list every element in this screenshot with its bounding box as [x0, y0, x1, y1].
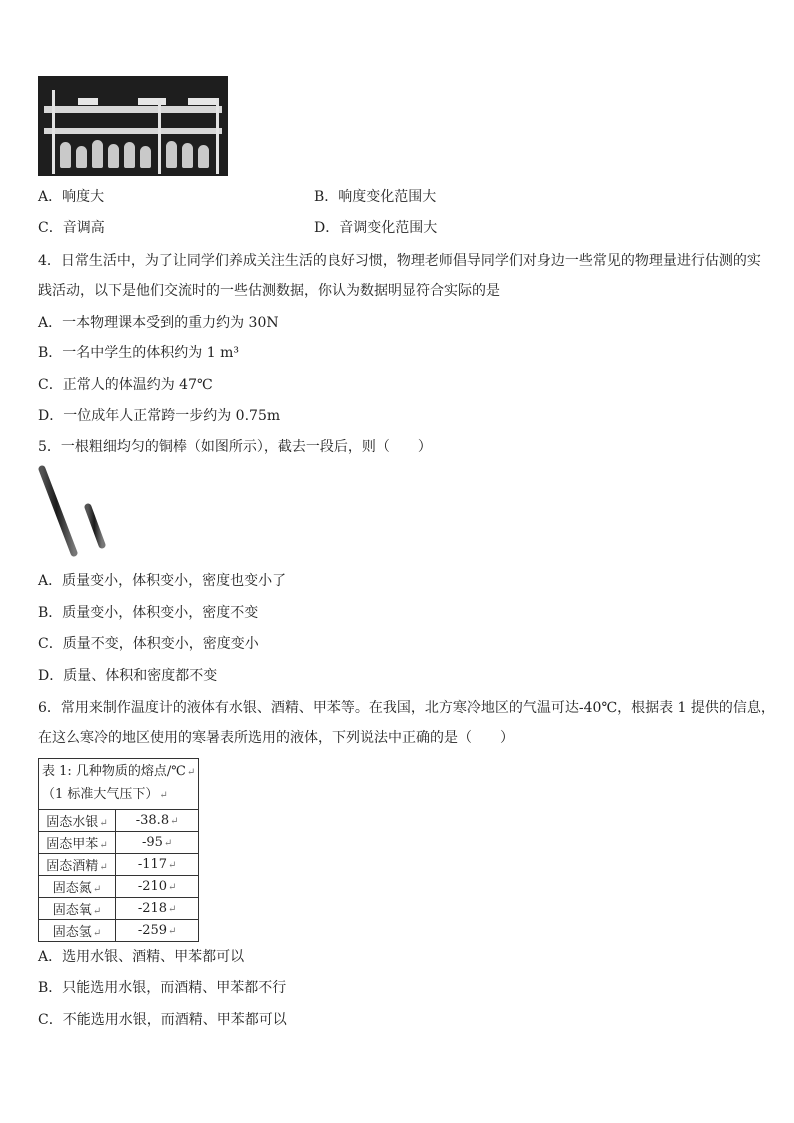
table-row: 固态甲苯↵ -95↵	[39, 832, 199, 854]
q5-option-c: C．质量不变，体积变小，密度变小	[38, 636, 259, 652]
chime-bells-photo	[38, 76, 228, 176]
q5-option-b: B．质量变小，体积变小，密度不变	[38, 605, 259, 621]
table-cell-name: 固态氧	[52, 903, 92, 918]
q4-option-d: D．一位成年人正常跨一步约为 0.75m	[38, 408, 281, 424]
q6-option-c: C．不能选用水银，而酒精、甲苯都可以	[38, 1012, 287, 1028]
table-caption-line1: 表 1: 几种物质的熔点/℃	[42, 764, 186, 779]
table-row: 固态水银↵ -38.8↵	[39, 810, 199, 832]
q6-stem-line1: 6．常用来制作温度计的液体有水银、酒精、甲苯等。在我国，北方寒冷地区的气温可达-40℃，根据表 1 提供的信息，	[38, 700, 775, 716]
melting-point-table	[38, 758, 199, 942]
table-caption-line2: （1 标准大气压下）	[42, 787, 159, 802]
q5-option-a: A．质量变小，体积变小，密度也变小了	[38, 573, 287, 589]
table-cell-value: -117	[137, 857, 168, 872]
table-row: 固态氮↵ -210↵	[39, 876, 199, 898]
q3-option-b: B．响度变化范围大	[314, 189, 437, 205]
short-rod	[88, 507, 102, 545]
table-caption: 表 1: 几种物质的熔点/℃↵ （1 标准大气压下）↵	[39, 759, 199, 810]
q4-stem-line1: 4．日常生活中，为了让同学们养成关注生活的良好习惯，物理老师倡导同学们对身边一些常见的物理量进行估测的实	[38, 253, 761, 269]
table-cell-value: -38.8	[135, 813, 170, 828]
q4-option-c: C．正常人的体温约为 47℃	[38, 377, 213, 393]
long-rod	[42, 469, 74, 553]
q6-option-b: B．只能选用水银，而酒精、甲苯都不行	[38, 980, 287, 996]
table-row: 固态氧↵ -218↵	[39, 898, 199, 920]
q4-stem-line2: 践活动，以下是他们交流时的一些估测数据，你认为数据明显符合实际的是	[38, 283, 500, 299]
table-cell-name: 固态酒精	[46, 859, 99, 874]
table-row: 固态酒精↵ -117↵	[39, 854, 199, 876]
q5-option-d: D．质量、体积和密度都不变	[38, 668, 218, 684]
table-cell-value: -259	[137, 923, 168, 938]
q4-option-a: A．一本物理课本受到的重力约为 30N	[38, 315, 279, 331]
table-cell-value: -95	[141, 835, 163, 850]
table-cell-name: 固态甲苯	[46, 837, 99, 852]
q4-option-b: B．一名中学生的体积约为 1 m³	[38, 345, 239, 361]
q6-option-a: A．选用水银、酒精、甲苯都可以	[38, 949, 245, 965]
copper-rod-figure	[36, 465, 116, 560]
table-row: 固态氢↵ -259↵	[39, 920, 199, 942]
table-cell-name: 固态氮	[52, 881, 92, 896]
table-cell-value: -210	[137, 879, 168, 894]
table-cell-name: 固态氢	[52, 925, 92, 940]
q3-option-c: C．音调高	[38, 220, 105, 236]
table-cell-value: -218	[137, 901, 168, 916]
table-cell-name: 固态水银	[46, 815, 99, 830]
q6-stem-line2: 在这么寒冷的地区使用的寒暑表所选用的液体，下列说法中正确的是（ ）	[38, 730, 514, 746]
q3-option-a: A．响度大	[38, 189, 105, 205]
q5-stem: 5．一根粗细均匀的铜棒（如图所示），截去一段后，则（ ）	[38, 439, 432, 455]
q3-option-d: D．音调变化范围大	[314, 220, 438, 236]
